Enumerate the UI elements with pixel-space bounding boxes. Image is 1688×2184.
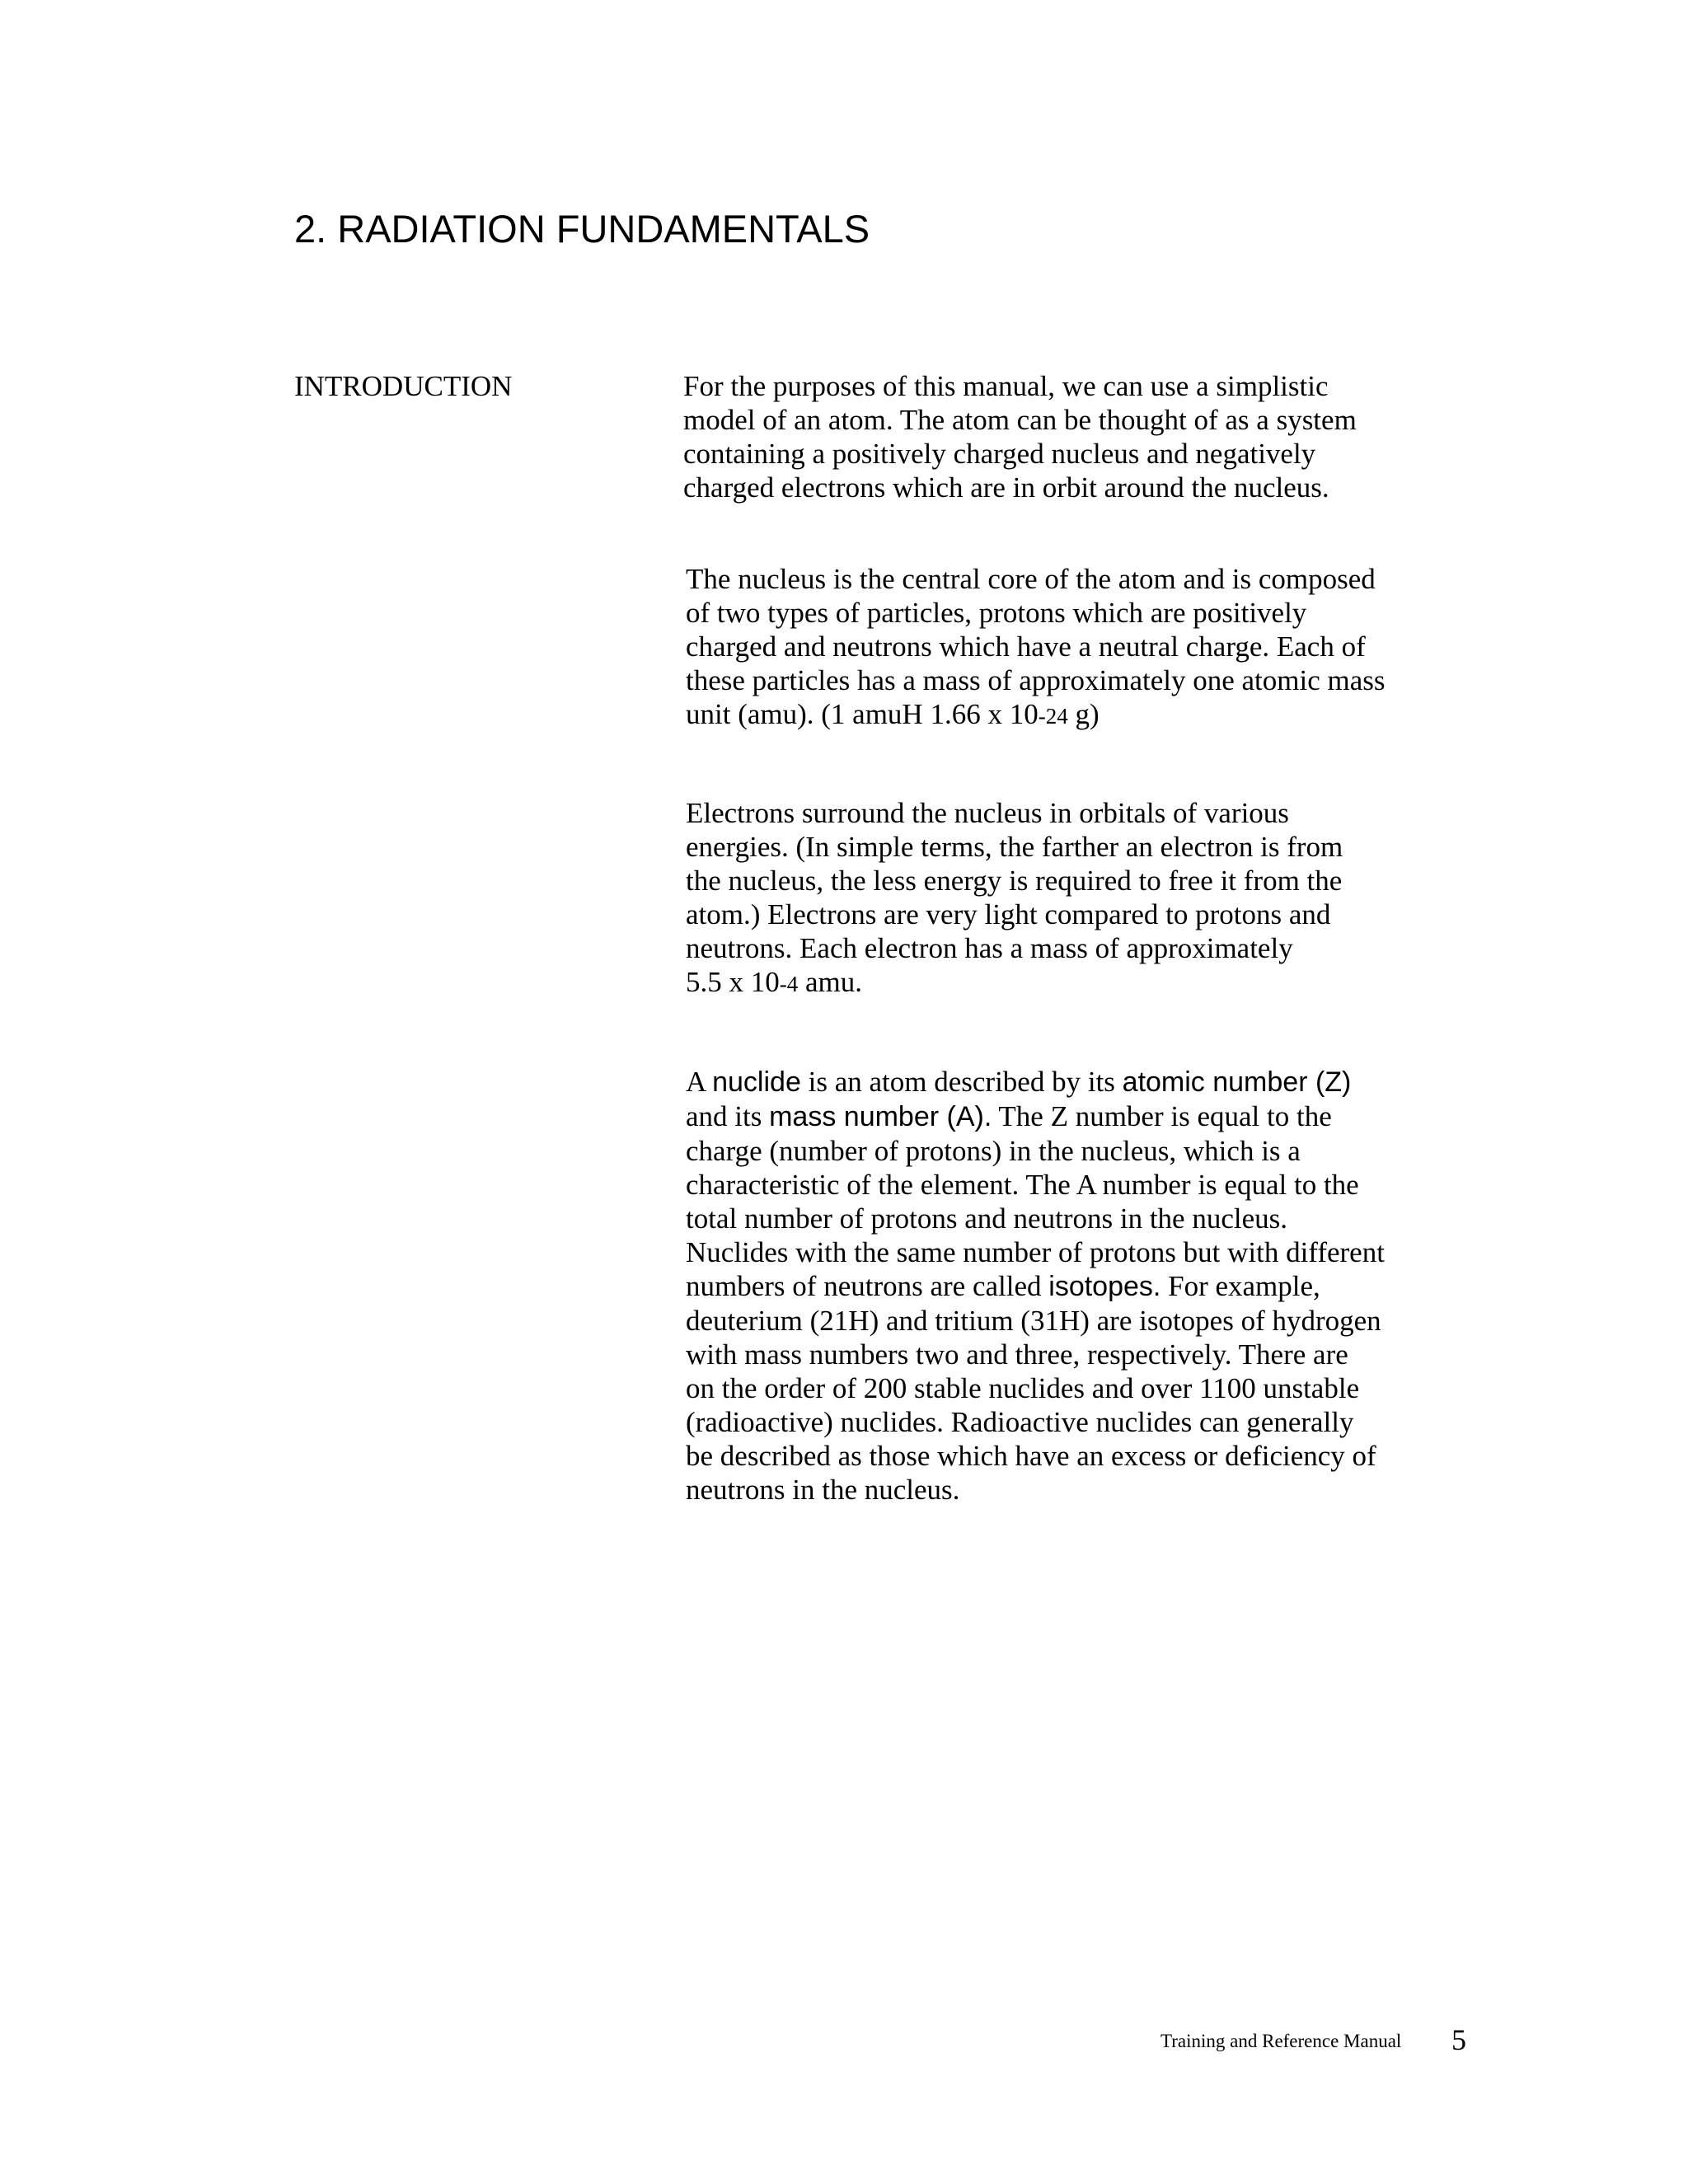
text-line: model of an atom. The atom can be thought of as a system (683, 404, 1357, 436)
text-line: total number of protons and neutrons in the nucleus. (686, 1202, 1287, 1235)
text-line: energies. (In simple terms, the farther an electron is from (686, 831, 1343, 863)
text-line: on the order of 200 stable nuclides and over 1100 unstable (686, 1372, 1360, 1404)
paragraph-electrons (686, 796, 1411, 1001)
term-isotopes: isotopes. (1048, 1271, 1161, 1302)
text-fragment: A (686, 1066, 713, 1098)
text-fragment: and its (686, 1100, 770, 1132)
page-number: 5 (1451, 2023, 1466, 2056)
text-line: the nucleus, the less energy is required to free it from the (686, 865, 1343, 897)
text-line (686, 1099, 1411, 1134)
text-line: characteristic of the element. The A number is equal to the (686, 1169, 1359, 1201)
section-label: INTRODUCTION (294, 370, 513, 402)
text-line: Nuclides with the same number of protons but with different (686, 1236, 1385, 1268)
text-fragment: amu. (798, 966, 863, 998)
text-line: For the purposes of this manual, we can use a simplistic (683, 370, 1329, 402)
chapter-title: 2. RADIATION FUNDAMENTALS (294, 207, 870, 251)
text-line: with mass numbers two and three, respectively. There are (686, 1338, 1348, 1371)
text-line (686, 965, 1411, 1001)
exponent: -24 (1038, 704, 1068, 729)
text-line: (radioactive) nuclides. Radioactive nuclides can generally (686, 1406, 1354, 1438)
text-line: charged and neutrons which have a neutral charge. Each of (686, 630, 1366, 663)
term-nuclide: nuclide (712, 1066, 801, 1098)
text-fragment: unit (amu). (1 amuH 1.66 x 10 (686, 698, 1039, 730)
text-line: Electrons surround the nucleus in orbitals of various (686, 797, 1289, 829)
text-line (686, 1269, 1411, 1304)
paragraph-nucleus (686, 562, 1411, 733)
text-line: atom.) Electrons are very light compared to protons and (686, 898, 1331, 930)
text-fragment: is an atom described by its (800, 1066, 1123, 1098)
text-line: charge (number of protons) in the nucleus, which is a (686, 1135, 1301, 1167)
text-line (686, 1065, 1411, 1099)
term-atomic-number: atomic number (Z) (1122, 1066, 1352, 1098)
text-line: be described as those which have an excess or deficiency of (686, 1440, 1376, 1472)
text-line: neutrons. Each electron has a mass of approximately (686, 932, 1293, 964)
paragraph-atom-model (683, 369, 1409, 504)
text-line: of two types of particles, protons which are positively (686, 597, 1307, 629)
text-line: charged electrons which are in orbit around the nucleus. (683, 471, 1329, 504)
text-line: these particles has a mass of approximately one atomic mass (686, 664, 1386, 696)
exponent: -4 (779, 972, 799, 996)
term-mass-number: mass number (A). (769, 1101, 992, 1132)
text-line: The nucleus is the central core of the atom and is composed (686, 563, 1376, 595)
text-fragment: For example, (1160, 1270, 1320, 1302)
paragraph-nuclides (686, 1065, 1411, 1507)
text-fragment: numbers of neutrons are called (686, 1270, 1049, 1302)
footer-text: Training and Reference Manual (1160, 2031, 1402, 2051)
text-line (686, 697, 1411, 733)
text-line: neutrons in the nucleus. (686, 1474, 960, 1506)
text-line: containing a positively charged nucleus and negatively (683, 438, 1316, 470)
text-fragment: g) (1067, 698, 1100, 730)
text-line: deuterium (21H) and tritium (31H) are isotopes of hydrogen (686, 1305, 1381, 1337)
text-fragment: The Z number is equal to the (992, 1100, 1332, 1132)
text-fragment: 5.5 x 10 (686, 966, 780, 998)
